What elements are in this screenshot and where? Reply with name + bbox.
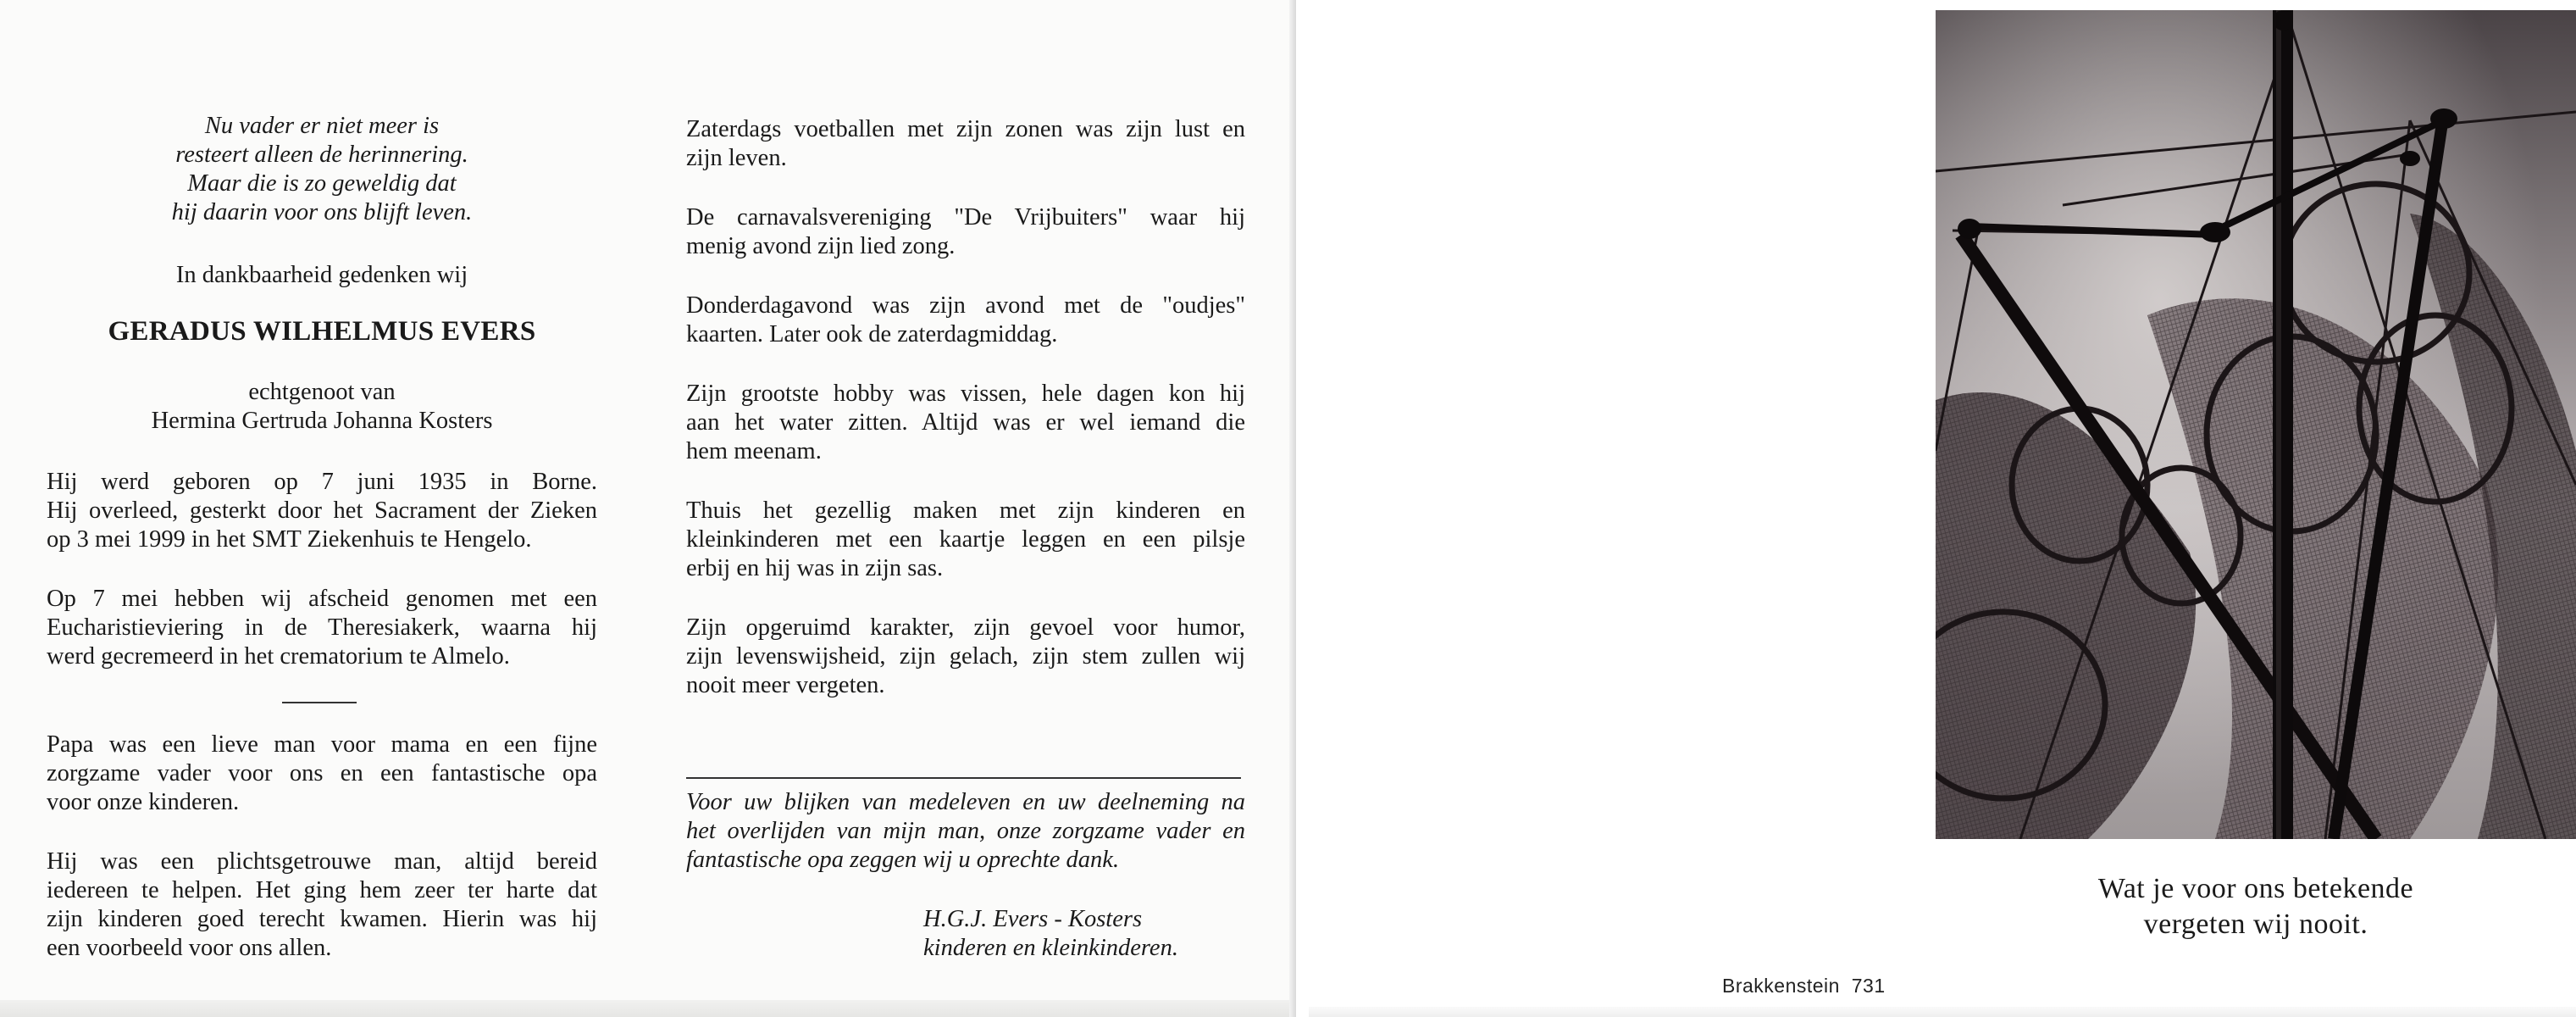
- text-line: iedereen te helpen. Het ging hem zeer ter harte dat: [47, 877, 597, 903]
- text-line: werd gecremeerd in het crematorium te Almelo.: [47, 643, 510, 670]
- papa-paragraph: [47, 731, 597, 817]
- printer-code: Brakkenstein 731: [1722, 975, 1886, 997]
- card-fold-shadow: [1289, 0, 1296, 1017]
- memory-paragraph: [686, 203, 1245, 261]
- text-line: fantastische opa zeggen wij u oprechte dank.: [686, 847, 1120, 873]
- intro-text: In dankbaarheid gedenken wij: [175, 262, 468, 288]
- text-line: Hij werd geboren op 7 juni 1935 in Borne.: [47, 469, 597, 495]
- text-line: aan het water zitten. Altijd was er wel iemand die: [686, 409, 1245, 436]
- text-line: Papa was een lieve man voor mama en een fijne: [47, 731, 597, 758]
- caption-line: Wat je voor ons betekende: [2097, 873, 2414, 904]
- card-gap: [1296, 0, 1309, 1017]
- spouse-line: echtgenoot van: [248, 379, 396, 405]
- thanks-rule: [686, 777, 1241, 779]
- text-line: Op 7 mei hebben wij afscheid genomen met een: [47, 586, 597, 612]
- section-divider: [282, 702, 357, 703]
- text-line: nooit meer vergeten.: [686, 672, 885, 698]
- memory-paragraph: [686, 497, 1245, 583]
- poem-line: resteert alleen de herinnering.: [175, 142, 468, 168]
- text-line: Thuis het gezellig maken met zijn kinderen en: [686, 497, 1245, 524]
- text-line: Voor uw blijken van medeleven en uw deelneming na: [686, 789, 1245, 815]
- text-line: kleinkinderen met een kaartje leggen en een pilsje: [686, 526, 1245, 553]
- duty-paragraph: [47, 848, 597, 963]
- text-line: Eucharistieviering in de Theresiakerk, waarna hij: [47, 614, 597, 641]
- poem-line: Nu vader er niet meer is: [204, 113, 440, 139]
- text-line: erbij en hij was in zijn sas.: [686, 555, 944, 581]
- text-line: voor onze kinderen.: [47, 789, 240, 815]
- text-line: zijn kinderen goed terecht kwamen. Hierin was hij: [47, 906, 597, 932]
- photo-icon: [1936, 10, 2576, 839]
- text-line: Zijn grootste hobby was vissen, hele dagen kon hij: [686, 381, 1245, 407]
- text-line: zorgzame vader voor ons en een fantastische opa: [47, 760, 597, 786]
- farewell-paragraph: [47, 585, 597, 671]
- text-line: hem meenam.: [686, 438, 822, 464]
- card-bottom-edge-right: [1309, 1007, 2576, 1017]
- deceased-name: GERADUS WILHELMUS EVERS: [108, 316, 536, 347]
- text-line: zijn leven.: [686, 145, 787, 171]
- card-bottom-edge: [0, 1000, 1296, 1017]
- signature-line: H.G.J. Evers - Kosters: [923, 906, 1143, 932]
- signature-block: [923, 905, 1245, 963]
- spouse-block: [47, 378, 597, 436]
- signature-line: kinderen en kleinkinderen.: [923, 935, 1178, 961]
- fishing-nets-mast-photo: [1936, 10, 2576, 839]
- text-line: Hij overleed, gesterkt door het Sacrament der Zieken: [47, 497, 597, 524]
- memory-paragraph: [686, 292, 1245, 349]
- memory-paragraph: [686, 380, 1245, 466]
- poem-line: Maar die is zo geweldig dat: [187, 170, 457, 197]
- memory-paragraph: [686, 115, 1245, 173]
- text-line: Zijn opgeruimd karakter, zijn gevoel voor humor,: [686, 614, 1245, 641]
- photo-caption: [1936, 871, 2576, 942]
- birth-paragraph: [47, 468, 597, 554]
- poem-line: hij daarin voor ons blijft leven.: [171, 199, 473, 225]
- text-line: De carnavalsvereniging "De Vrijbuiters" waar hij: [686, 204, 1245, 231]
- text-line: Donderdagavond was zijn avond met de "oudjes": [686, 292, 1245, 319]
- text-line: Zaterdags voetballen met zijn zonen was zijn lust en: [686, 116, 1245, 142]
- text-line: een voorbeeld voor ons allen.: [47, 935, 332, 961]
- poem: [47, 112, 597, 227]
- memory-paragraph: [686, 614, 1245, 700]
- text-line: menig avond zijn lied zong.: [686, 233, 956, 259]
- text-line: het overlijden van mijn man, onze zorgzame vader en: [686, 818, 1245, 844]
- caption-line: vergeten wij nooit.: [2143, 909, 2368, 940]
- text-line: op 3 mei 1999 in het SMT Ziekenhuis te Hengelo.: [47, 526, 532, 553]
- text-line: zijn levenswijsheid, zijn gelach, zijn stem zullen wij: [686, 643, 1245, 670]
- text-line: kaarten. Later ook de zaterdagmiddag.: [686, 321, 1058, 347]
- thanks-block: [686, 788, 1245, 875]
- text-line: Hij was een plichtsgetrouwe man, altijd bereid: [47, 848, 597, 875]
- spouse-line: Hermina Gertruda Johanna Kosters: [151, 408, 493, 434]
